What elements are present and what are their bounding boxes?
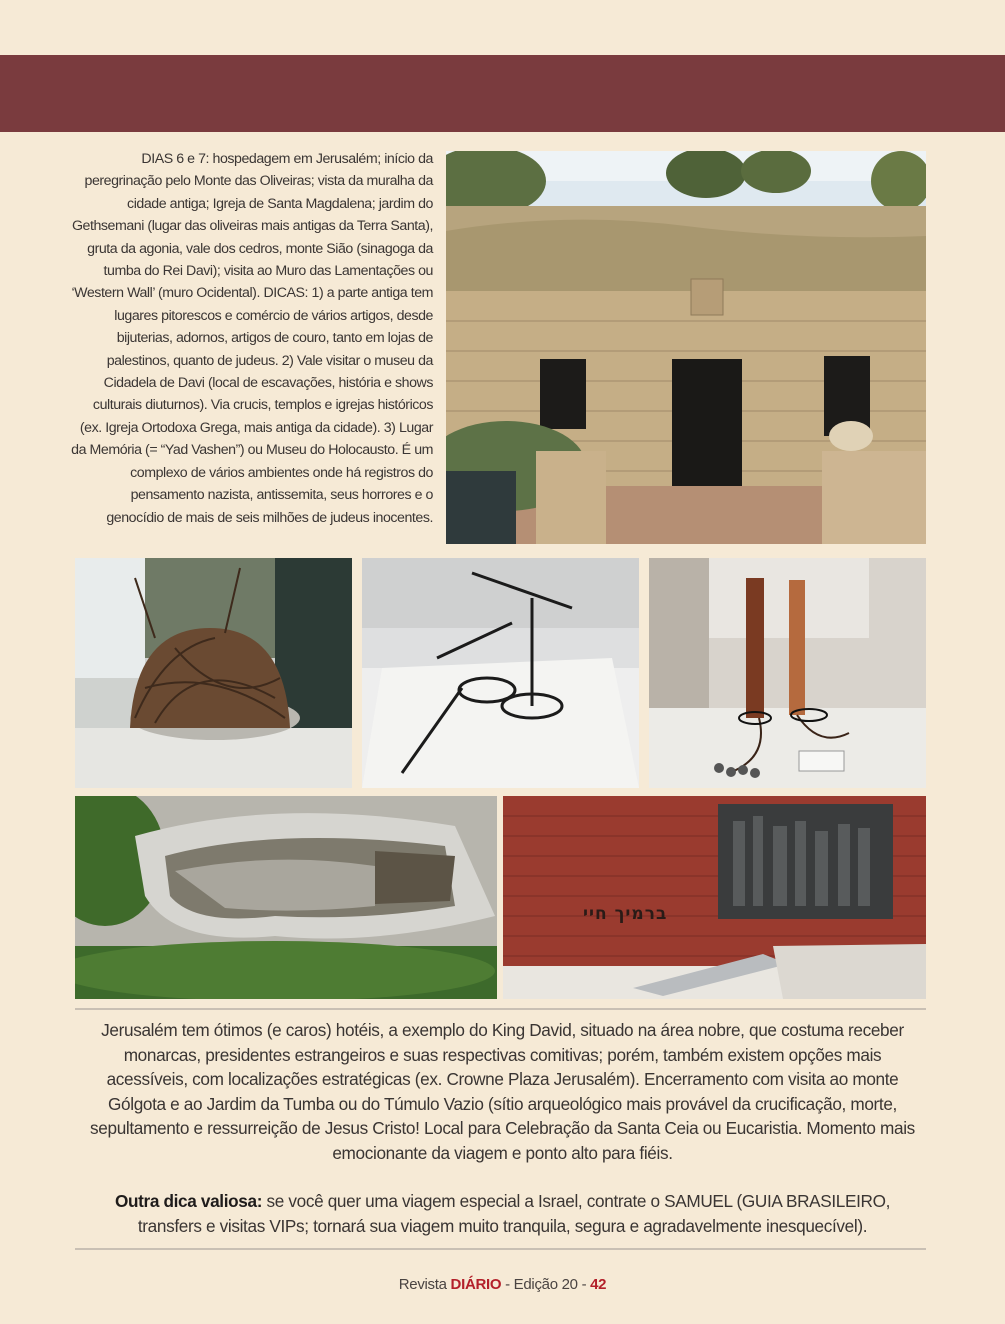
intro-paragraph: DIAS 6 e 7: hospedagem em Jerusalém; início da peregrinação pelo Monte das Oliveiras; vista da muralha da cidade antiga; Igreja de Santa Magdalena; jardim do Gethsemani (lugar das oliveiras mais antigas da Terra Santa), gruta da agonia, vale dos cedros, monte Sião (sinagoga da tumba do Rei Davi); visita ao Muro das Lamentações ou ‘Western Wall’ (muro Ocidental). DICAS: 1) a parte antiga tem lugares pitorescos e comércio de vários artigos, desde bijuterias, adornos, artigos de couro, tanto em lojas de palestinos, quanto de judeus. 2) Vale visitar o museu da Cidadela de Davi (local de escavações, história e shows culturais diuturnos). Via crucis, templos e igrejas históricos (ex. Igreja Ortodoxa Grega, mais antiga da cidade). 3) Lugar da Memória (= “Yad Vashen”) ou Museu do Holocausto. É um complexo de vários ambientes onde há registros do pensamento nazista, antissemita, seus horrores e o genocídio de mais de seis milhões de judeus inocentes. (71, 151, 433, 526)
wall-inscription: ברמיך חיי (583, 904, 668, 924)
divider-top (75, 1008, 926, 1010)
photo-whip-display (649, 558, 926, 788)
header-band (0, 55, 1005, 132)
tip-text: se você quer uma viagem especial a Israel, contrate o SAMUEL (GUIA BRASILEIRO, transfers e visitas VIPs; tornará sua viagem muito tranquila, segura e agradavelmente inesquecível). (137, 1191, 891, 1236)
photo-nails-display (362, 558, 639, 788)
tip-paragraph (85, 1189, 920, 1238)
footer-prefix: Revista (398, 1276, 451, 1293)
photo-crown-of-thorns (75, 558, 352, 788)
page-footer (0, 1276, 1005, 1293)
photo-garden-tomb (446, 151, 926, 544)
photo-stone-pool (75, 796, 497, 999)
photo-memorial-wall (503, 796, 926, 999)
footer-brand: DIÁRIO (450, 1276, 502, 1293)
tip-label: Outra dica valiosa: (114, 1191, 263, 1211)
divider-bottom (75, 1248, 926, 1250)
footer-edition: - Edição 20 - (501, 1276, 591, 1293)
body-paragraph: Jerusalém tem ótimos (e caros) hotéis, a exemplo do King David, situado na área nobre, que costuma receber monarcas, presidentes estrangeiros e suas respectivas comitivas; porém, também existem opções mais acessíveis, com localizações estratégicas (ex. Crowne Plaza Jerusalém). Encerramento com visita ao monte Gólgota e ao Jardim da Tumba ou do Túmulo Vazio (sítio arqueológico mais provável da crucificação, morte, sepultamento e ressurreição de Jesus Cristo! Local para Celebração da Santa Ceia ou Eucaristia. Momento mais emocionante da viagem e ponto alto para fiéis. (90, 1020, 915, 1163)
page-number: 42 (590, 1276, 607, 1293)
